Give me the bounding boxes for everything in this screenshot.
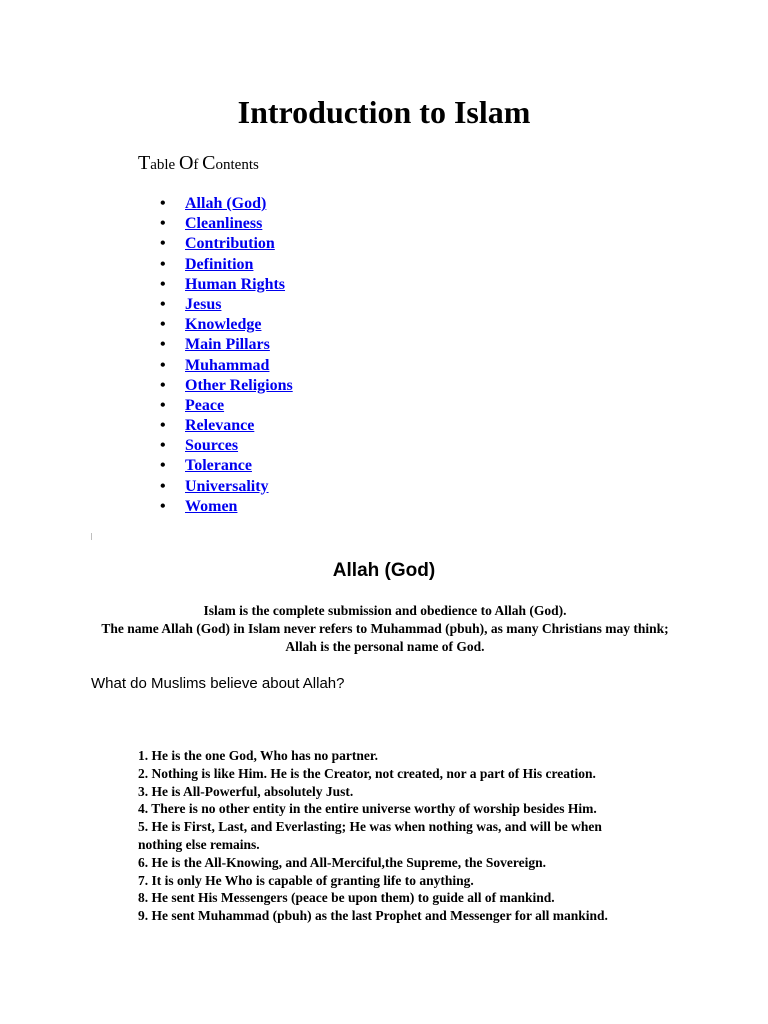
bullet-icon: • [160,275,166,293]
bullet-icon: • [160,457,166,475]
intro-line-1: Islam is the complete submission and obedience to Allah (God). [203,603,567,618]
toc-heading-part: able [150,157,179,173]
toc-heading-part: ontents [215,157,259,173]
toc-link[interactable]: Jesus [185,295,222,313]
toc-link[interactable]: Peace [185,396,225,414]
belief-item: 2. Nothing is like Him. He is the Creator, not created, nor a part of His creation. [138,765,596,781]
divider-mark [91,533,92,540]
toc-link[interactable]: Tolerance [185,457,252,475]
bullet-icon: • [160,396,166,414]
bullet-icon: • [160,437,166,455]
toc-link[interactable]: Contribution [185,235,275,253]
toc-link[interactable]: Relevance [185,417,255,435]
belief-item: 9. He sent Muhammad (pbuh) as the last Prophet and Messenger for all mankind. [138,908,608,924]
beliefs-list [138,747,638,925]
page-title: Introduction to Islam [237,94,531,130]
bullet-icon: • [160,255,166,273]
bullet-icon: • [160,215,166,233]
toc-heading-part: O [178,152,194,174]
toc-link[interactable]: Cleanliness [185,215,263,233]
bullet-icon: • [160,316,166,334]
toc-link[interactable]: Muhammad [185,356,270,374]
bullet-icon: • [160,195,166,212]
bullet-icon: • [160,477,166,495]
toc-link[interactable]: Main Pillars [185,336,270,354]
toc-heading [138,150,259,178]
bullet-icon: • [160,497,166,515]
toc-heading-part: C [202,152,216,174]
toc-link[interactable]: Other Religions [185,376,293,394]
toc-link[interactable]: Women [185,497,238,515]
toc-link[interactable]: Sources [185,437,239,455]
belief-item: 4. There is no other entity in the entire universe worthy of worship besides Him. [138,801,597,817]
belief-item: 3. He is All-Powerful, absolutely Just. [138,783,354,799]
bullet-icon: • [160,235,166,253]
toc-heading-part: f [193,157,203,173]
intro-line-2: The name Allah (God) in Islam never refers to Muhammad (pbuh), as many Christians may think; Allah is the personal name of God. [101,621,669,654]
belief-item: 5. He is First, Last, and Everlasting; He was when nothing was, and will be when nothing else remains. [138,819,602,852]
toc-link[interactable]: Human Rights [185,275,286,293]
bullet-icon: • [160,336,166,354]
bullet-icon: • [160,356,166,374]
toc-link[interactable]: Allah (God) [185,195,267,212]
belief-item: 8. He sent His Messengers (peace be upon them) to guide all of mankind. [138,890,555,906]
section-intro [90,602,680,656]
beliefs-question: What do Muslims believe about Allah? [91,675,345,692]
bullet-icon: • [160,295,166,313]
toc-link[interactable]: Knowledge [185,316,262,334]
toc-link[interactable]: Universality [185,477,269,495]
belief-item: 6. He is the All-Knowing, and All-Merciful,the Supreme, the Sovereign. [138,854,546,870]
toc-heading-part: T [138,152,151,174]
bullet-icon: • [160,376,166,394]
toc-link[interactable]: Definition [185,255,254,273]
belief-item: 7. It is only He Who is capable of granting life to anything. [138,872,474,888]
section-title: Allah (God) [332,560,436,581]
bullet-icon: • [160,417,166,435]
belief-item: 1. He is the one God, Who has no partner. [138,748,379,763]
